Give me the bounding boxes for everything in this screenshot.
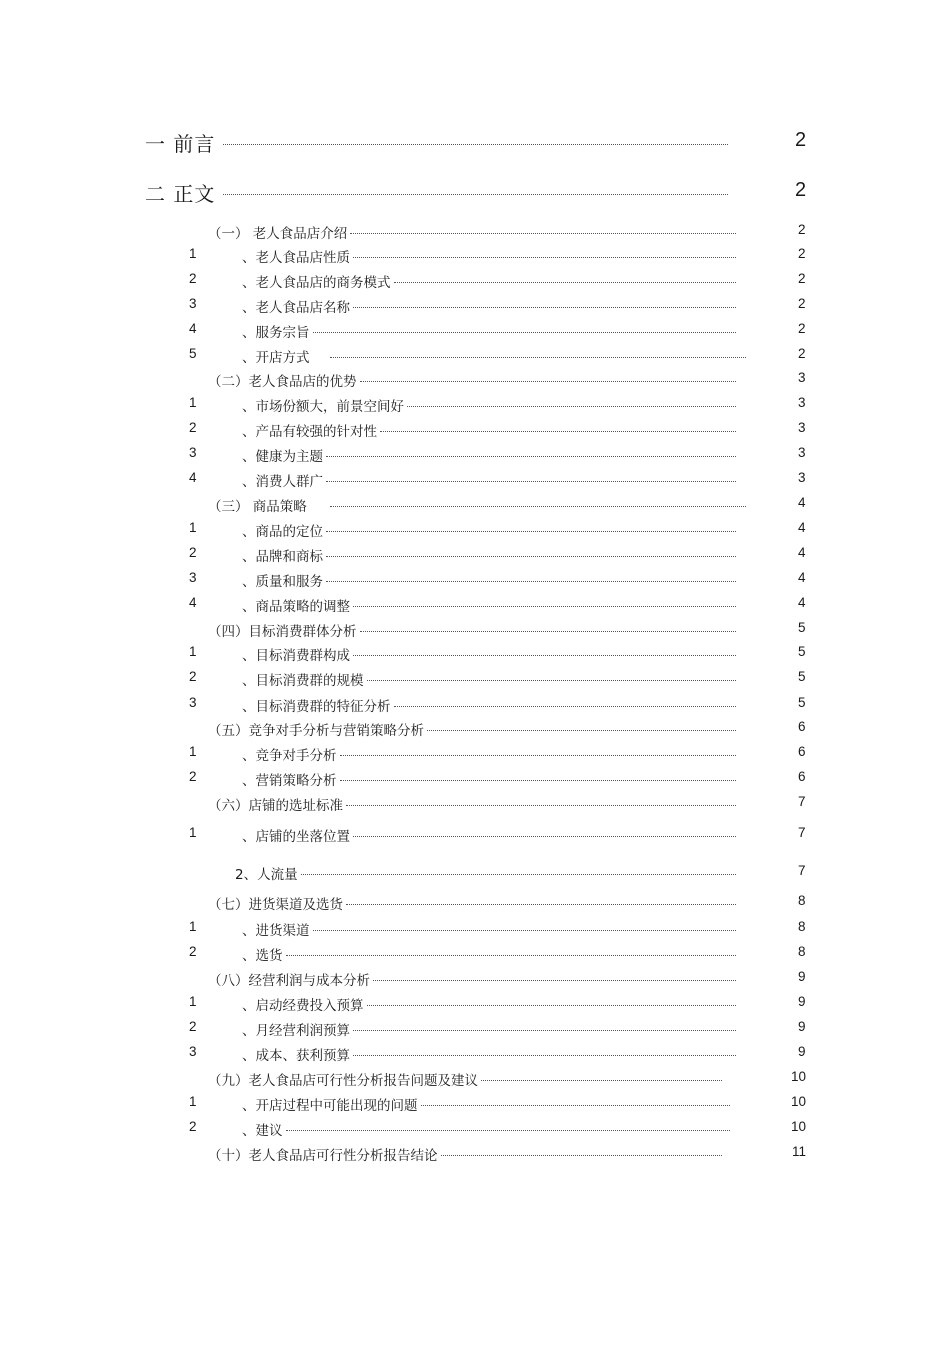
toc-leader-dots bbox=[394, 282, 736, 283]
toc-entry-title: 、老人食品店性质 bbox=[242, 250, 350, 266]
toc-entry-page-number: 6 bbox=[798, 744, 806, 759]
toc-entry-page-number: 2 bbox=[795, 129, 807, 151]
toc-entry-title: （十）老人食品店可行性分析报告结论 bbox=[208, 1148, 438, 1164]
toc-leader-dots bbox=[326, 581, 736, 582]
toc-entry-title: 、服务宗旨 bbox=[242, 325, 310, 341]
toc-entry-number: 3 bbox=[189, 695, 197, 710]
toc-entry-page-number: 2 bbox=[798, 246, 806, 261]
toc-entry-number: 1 bbox=[189, 246, 197, 261]
toc-leader-dots bbox=[313, 332, 736, 333]
toc-leader-dots bbox=[353, 606, 736, 607]
toc-leader-dots bbox=[421, 1105, 730, 1106]
toc-entry-page-number: 4 bbox=[798, 570, 806, 585]
toc-entry-title: 一 前言 bbox=[145, 132, 216, 156]
toc-entry-number: 1 bbox=[189, 644, 197, 659]
toc-leader-dots bbox=[360, 381, 736, 382]
toc-entry-s6[interactable] bbox=[0, 793, 950, 817]
toc-entry-page-number: 3 bbox=[798, 445, 806, 460]
toc-entry-page-number: 2 bbox=[795, 179, 807, 201]
toc-entry-s7[interactable] bbox=[0, 892, 950, 916]
toc-entry-title: （九）老人食品店可行性分析报告问题及建议 bbox=[208, 1073, 478, 1089]
toc-entry-number: 1 bbox=[189, 744, 197, 759]
toc-entry-s8-3[interactable] bbox=[0, 1043, 950, 1067]
toc-entry-s2[interactable] bbox=[0, 369, 950, 393]
toc-entry-title: （四）目标消费群体分析 bbox=[208, 624, 357, 640]
toc-entry-page-number: 10 bbox=[791, 1069, 807, 1084]
toc-entry-title: 2、人流量 bbox=[235, 867, 298, 883]
toc-entry-number: 4 bbox=[189, 321, 197, 336]
toc-entry-number: 5 bbox=[189, 346, 197, 361]
toc-entry-s1[interactable] bbox=[0, 221, 950, 245]
toc-leader-dots bbox=[330, 506, 746, 507]
toc-entry-title: 、启动经费投入预算 bbox=[242, 998, 364, 1014]
toc-entry-number: 2 bbox=[189, 1019, 197, 1034]
toc-leader-dots bbox=[407, 406, 736, 407]
toc-leader-dots bbox=[346, 805, 736, 806]
toc-entry-title: （五）竞争对手分析与营销策略分析 bbox=[208, 723, 424, 739]
toc-leader-dots bbox=[346, 904, 736, 905]
toc-leader-dots bbox=[286, 1130, 730, 1131]
toc-entry-page-number: 5 bbox=[798, 695, 806, 710]
toc-entry-title: 、目标消费群的规模 bbox=[242, 673, 364, 689]
toc-leader-dots bbox=[326, 556, 736, 557]
toc-entry-number: 2 bbox=[189, 944, 197, 959]
toc-entry-number: 1 bbox=[189, 395, 197, 410]
toc-leader-dots bbox=[353, 257, 736, 258]
toc-entry-page-number: 11 bbox=[792, 1144, 807, 1159]
toc-leader-dots bbox=[394, 706, 736, 707]
toc-entry-title: 、商品的定位 bbox=[242, 524, 323, 540]
toc-entry-s8[interactable] bbox=[0, 968, 950, 992]
toc-entry-s5[interactable] bbox=[0, 718, 950, 742]
toc-entry-title: 、进货渠道 bbox=[242, 923, 310, 939]
toc-entry-s7-2[interactable] bbox=[0, 943, 950, 967]
toc-entry-number: 1 bbox=[189, 1094, 197, 1109]
toc-entry-s3-3[interactable] bbox=[0, 569, 950, 593]
toc-entry-s2-3[interactable] bbox=[0, 444, 950, 468]
toc-entry-title: 、建议 bbox=[242, 1123, 283, 1139]
toc-entry-page-number: 3 bbox=[798, 470, 806, 485]
toc-entry-page-number: 8 bbox=[798, 893, 806, 908]
toc-entry-s2-4[interactable] bbox=[0, 469, 950, 493]
toc-entry-s8-2[interactable] bbox=[0, 1018, 950, 1042]
toc-leader-dots bbox=[350, 233, 736, 234]
toc-entry-page-number: 2 bbox=[798, 321, 806, 336]
toc-entry-s1-1[interactable] bbox=[0, 245, 950, 269]
toc-entry-s1-3[interactable] bbox=[0, 295, 950, 319]
toc-entry-s6-2[interactable] bbox=[0, 862, 950, 886]
toc-entry-page-number: 4 bbox=[798, 520, 806, 535]
toc-entry-s10[interactable] bbox=[0, 1143, 950, 1167]
toc-entry-number: 2 bbox=[189, 420, 197, 435]
toc-leader-dots bbox=[326, 481, 736, 482]
toc-entry-page-number: 2 bbox=[798, 271, 806, 286]
toc-leader-dots bbox=[286, 955, 736, 956]
toc-entry-s6-1[interactable] bbox=[0, 824, 950, 848]
toc-leader-dots bbox=[427, 730, 736, 731]
toc-entry-page-number: 9 bbox=[798, 1044, 806, 1059]
toc-entry-title: 、开店过程中可能出现的问题 bbox=[242, 1098, 418, 1114]
toc-entry-s1-5[interactable] bbox=[0, 345, 950, 369]
toc-entry-number: 3 bbox=[189, 445, 197, 460]
toc-leader-dots bbox=[367, 680, 736, 681]
toc-leader-dots bbox=[326, 456, 736, 457]
toc-entry-page-number: 10 bbox=[791, 1119, 807, 1134]
toc-entry-page-number: 4 bbox=[798, 595, 806, 610]
toc-entry-s5-1[interactable] bbox=[0, 743, 950, 767]
toc-entry-page-number: 3 bbox=[798, 420, 806, 435]
toc-entry-s7-1[interactable] bbox=[0, 918, 950, 942]
toc-leader-dots bbox=[380, 431, 736, 432]
toc-entry-title: 、竞争对手分析 bbox=[242, 748, 337, 764]
toc-entry-s2-2[interactable] bbox=[0, 419, 950, 443]
toc-entry-title: 、消费人群广 bbox=[242, 474, 323, 490]
toc-entry-title: （一） 老人食品店介绍 bbox=[208, 226, 348, 242]
toc-leader-dots bbox=[223, 194, 728, 195]
toc-entry-title: 、店铺的坐落位置 bbox=[242, 829, 350, 845]
toc-entry-title: 、选货 bbox=[242, 948, 283, 964]
toc-entry-s9-1[interactable] bbox=[0, 1093, 950, 1117]
toc-entry-number: 2 bbox=[189, 271, 197, 286]
toc-leader-dots bbox=[353, 1030, 736, 1031]
toc-entry-title: 、品牌和商标 bbox=[242, 549, 323, 565]
toc-entry-title: 、健康为主题 bbox=[242, 449, 323, 465]
toc-leader-dots bbox=[313, 930, 736, 931]
toc-leader-dots bbox=[340, 780, 736, 781]
toc-leader-dots bbox=[223, 144, 728, 145]
toc-entry-number: 2 bbox=[189, 1119, 197, 1134]
toc-entry-s1-4[interactable] bbox=[0, 320, 950, 344]
toc-entry-title: 、商品策略的调整 bbox=[242, 599, 350, 615]
toc-entry-title: （六）店铺的选址标准 bbox=[208, 798, 343, 814]
toc-leader-dots bbox=[373, 980, 736, 981]
toc-entry-title: 、月经营利润预算 bbox=[242, 1023, 350, 1039]
toc-entry-title: 、成本、获利预算 bbox=[242, 1048, 350, 1064]
toc-entry-number: 4 bbox=[189, 595, 197, 610]
toc-entry-number: 3 bbox=[189, 296, 197, 311]
toc-entry-number: 1 bbox=[189, 919, 197, 934]
toc-entry-number: 2 bbox=[189, 545, 197, 560]
toc-leader-dots bbox=[353, 1055, 736, 1056]
toc-entry-page-number: 2 bbox=[798, 346, 806, 361]
toc-entry-page-number: 7 bbox=[798, 863, 806, 878]
toc-entry-page-number: 6 bbox=[798, 769, 806, 784]
toc-entry-s3[interactable] bbox=[0, 494, 950, 518]
toc-entry-title: 、市场份额大，前景空间好 bbox=[242, 399, 404, 415]
toc-entry-number: 1 bbox=[189, 825, 197, 840]
toc-entry-zhengwen[interactable] bbox=[0, 180, 950, 204]
toc-leader-dots bbox=[353, 655, 736, 656]
toc-entry-title: 、营销策略分析 bbox=[242, 773, 337, 789]
toc-entry-title: 、目标消费群构成 bbox=[242, 648, 350, 664]
toc-entry-page-number: 10 bbox=[791, 1094, 807, 1109]
toc-leader-dots bbox=[367, 1005, 736, 1006]
toc-entry-page-number: 4 bbox=[798, 495, 806, 510]
toc-entry-page-number: 3 bbox=[798, 395, 806, 410]
toc-entry-title: （二）老人食品店的优势 bbox=[208, 374, 357, 390]
toc-entry-page-number: 3 bbox=[798, 370, 806, 385]
toc-entry-s4[interactable] bbox=[0, 619, 950, 643]
toc-leader-dots bbox=[340, 755, 736, 756]
toc-leader-dots bbox=[441, 1155, 722, 1156]
toc-entry-title: 、目标消费群的特征分析 bbox=[242, 699, 391, 715]
toc-entry-page-number: 5 bbox=[798, 644, 806, 659]
toc-entry-page-number: 2 bbox=[798, 296, 806, 311]
toc-entry-page-number: 2 bbox=[798, 222, 806, 237]
toc-leader-dots bbox=[326, 531, 736, 532]
toc-entry-s5-2[interactable] bbox=[0, 768, 950, 792]
toc-entry-number: 4 bbox=[189, 470, 197, 485]
toc-entry-number: 3 bbox=[189, 570, 197, 585]
toc-leader-dots bbox=[353, 836, 736, 837]
toc-entry-number: 1 bbox=[189, 994, 197, 1009]
toc-leader-dots bbox=[301, 874, 736, 875]
toc-entry-page-number: 4 bbox=[798, 545, 806, 560]
toc-entry-page-number: 9 bbox=[798, 1019, 806, 1034]
toc-entry-s1-2[interactable] bbox=[0, 270, 950, 294]
toc-entry-s9[interactable] bbox=[0, 1068, 950, 1092]
toc-entry-title: 、产品有较强的针对性 bbox=[242, 424, 377, 440]
toc-leader-dots bbox=[481, 1080, 722, 1081]
toc-entry-title: 、老人食品店的商务模式 bbox=[242, 275, 391, 291]
toc-entry-title: （三） 商品策略 bbox=[208, 499, 307, 515]
toc-entry-s9-2[interactable] bbox=[0, 1118, 950, 1142]
toc-entry-s4-2[interactable] bbox=[0, 668, 950, 692]
toc-entry-page-number: 7 bbox=[798, 825, 806, 840]
toc-entry-title: 、开店方式 bbox=[242, 350, 310, 366]
toc-entry-title: 二 正文 bbox=[145, 182, 216, 206]
toc-entry-s4-1[interactable] bbox=[0, 643, 950, 667]
toc-entry-s3-1[interactable] bbox=[0, 519, 950, 543]
toc-entry-page-number: 7 bbox=[798, 794, 806, 809]
toc-entry-s2-1[interactable] bbox=[0, 394, 950, 418]
toc-entry-title: （八）经营利润与成本分析 bbox=[208, 973, 370, 989]
toc-leader-dots bbox=[353, 307, 736, 308]
toc-entry-page-number: 6 bbox=[798, 719, 806, 734]
toc-entry-title: 、质量和服务 bbox=[242, 574, 323, 590]
toc-entry-s4-3[interactable] bbox=[0, 694, 950, 718]
toc-entry-number: 1 bbox=[189, 520, 197, 535]
toc-entry-title: 、老人食品店名称 bbox=[242, 300, 350, 316]
toc-leader-dots bbox=[360, 631, 736, 632]
toc-entry-number: 2 bbox=[189, 669, 197, 684]
toc-entry-qianyan[interactable] bbox=[0, 130, 950, 154]
toc-entry-page-number: 8 bbox=[798, 919, 806, 934]
toc-entry-number: 3 bbox=[189, 1044, 197, 1059]
toc-entry-page-number: 8 bbox=[798, 944, 806, 959]
toc-entry-title: （七）进货渠道及选货 bbox=[208, 897, 343, 913]
toc-leader-dots bbox=[330, 357, 746, 358]
toc-entry-number: 2 bbox=[189, 769, 197, 784]
toc-entry-page-number: 5 bbox=[798, 620, 806, 635]
toc-entry-page-number: 9 bbox=[798, 994, 806, 1009]
toc-entry-page-number: 5 bbox=[798, 669, 806, 684]
toc-entry-page-number: 9 bbox=[798, 969, 806, 984]
toc-entry-s3-2[interactable] bbox=[0, 544, 950, 568]
toc-entry-s3-4[interactable] bbox=[0, 594, 950, 618]
toc-entry-s8-1[interactable] bbox=[0, 993, 950, 1017]
